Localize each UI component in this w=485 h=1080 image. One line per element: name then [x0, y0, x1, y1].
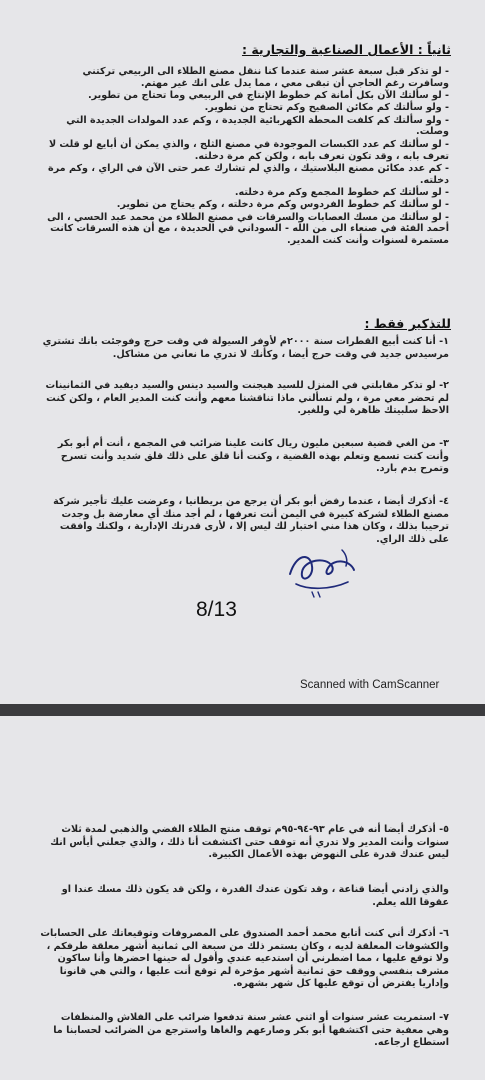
reminder-item-text: ٦- أذكرك أني كنت أتابع محمد أحمد الصندوق على المصروفات وتوقيعاتك على الحسابات والكشوفات المعلقة لديه ، وكان يستمر ذلك من سبعة الى ثمانية أشهر معلقة طرفكم ، ولا توقع عليها ، مما اضطرني أن استدعيه عندي وأقول له حينها احضرها وأنا ساكون مشرف بنفسي ووقف حق ثمانية أشهر مؤخرة لم توقع أنت عليها ، والتي هي قانونا وإداريا يفترض أن توقع عليها كل شهر بشهره. — [40, 928, 449, 989]
reminder-item-1 — [37, 336, 449, 361]
page-divider — [0, 704, 485, 716]
reminder-item-text: ٢- لو تذكر مقابلتي في المنزل للسيد هيجنت والسيد دينس والسيد ديفيد في الثمانينات لم تحضر معي مرة ، ولم تسألني ماذا تناقشنا معهم وأنت كنت المدير العام ، ولكن كنت الاحظ سلبيتك ظاهرة لي وللغير. — [45, 380, 449, 416]
reminder-item-text: ٤- أذكرك أيضا ، عندما رفض أبو بكر أن يرجع من بريطانيا ، وعرضت عليك تأجير شركة مصنع الطلاء لشركة كبيرة في اليمن أنت تعرفها ، لم أجد منك أي معارضة بل وجدت ترحيبا بذلك ، وكان هذا مني اختبار لك ليس إلا ، لأرى قدرتك الإدارية ، ولكنك وافقت على ذلك الراي. — [53, 496, 449, 545]
reminder-item-text: ٣- من الغي قضية سبعين مليون ريال كانت علينا ضرائب في المجمع ، أنت أم أبو بكر وأنت كنت تسمع وتعلم بهذه القضية ، وكنت أنا قلق على ذلك قلق شديد وأنت تسرح وتمرح بدم بارد. — [57, 438, 449, 474]
reminder-heading: للتذكير فقط : — [364, 316, 451, 331]
section-two-item: - لو سألتك كم خطوط الفردوس وكم مرة دخلته ، وكم يحتاج من تطوير. — [116, 199, 449, 211]
reminder-item-text: ٧- استمريت عشر سنوات أو اثني عشر سنة تدفعوا ضرائب على الفلاش والمنظفات وهي معفية حتى اكتشفها أبو بكر وصارعهم والغاها واسترجع من الضرائب لحسابنا ما استطاع ارجاعه. — [53, 1012, 449, 1048]
reminder-item-6 — [37, 928, 449, 991]
signature-icon — [282, 544, 362, 602]
section-two-heading: ثانياً : الأعمال الصناعية والتجارية : — [241, 42, 451, 57]
reminder-note — [37, 884, 449, 909]
reminder-item-7 — [37, 1012, 449, 1050]
reminder-item-text: والذي زادني أيضا قناعة ، وقد تكون عندك القدرة ، ولكن قد يكون ذلك مسك عندا او عقوقا الله يعلم. — [61, 884, 449, 908]
page-number: 8/13 — [196, 598, 237, 621]
scanner-watermark: Scanned with CamScanner — [300, 679, 440, 691]
reminder-item-text: ٥- أذكرك أيضا أنه في عام ٩٣-٩٤-٩٥م توقف منتج الطلاء الفضي والذهبي لمدة ثلاث سنوات وأنت المدير ولا تدري أنه توقف حتى اكتشفت أنا ذلك ، والذي جعلني أيأس انك ليس عندك قدرة على النهوض بهذه الأعمال الكبيرة. — [50, 824, 449, 860]
reminder-item-3 — [37, 438, 449, 476]
section-two-item: - ولو سألتك كم كلفت المحطة الكهربائية الجديدة ، وكم عدد المولدات الجديدة التي وصلت. — [66, 114, 449, 138]
section-two-item: - لو سألتك الآن بكل أمانة كم خطوط الإنتاج في الربيعي وما تحتاج من تطوير. — [88, 90, 449, 102]
reminder-item-2 — [37, 380, 449, 418]
section-two-item: - ولو سألتك كم مكائن الصفيح وكم تحتاج من تطوير. — [204, 102, 449, 114]
section-two-item: - لو سألتك كم عدد الكبسات الموجودة في مصنع الثلج ، والذي يمكن أن أبايع لو قلت لا تعرف بابه ، وقد تكون تعرف بابه ، ولكن كم مرة دخلته. — [48, 138, 449, 162]
section-two-item: - كم عدد مكائن مصنع البلاستيك ، والذي لم تشارك عمر حتى الآن في الراي ، وكم مرة دخلته. — [48, 162, 449, 186]
scanned-page-bottom — [0, 716, 485, 1080]
section-two-item: - لو تذكر قبل سبعة عشر سنة عندما كنا ننقل مصنع الطلاء الى الربيعي تركتني وسافرت رغم الحاجي أن تبقى معي ، مما يدل على انك غير مهتم. — [82, 66, 449, 89]
section-two-item: - لو سألتك من مسك العصابات والسرقات في مصنع الطلاء من محمد عبد الحسي ، الى أحمد الفئة في صنعاء الى من الله - السوداني في الحديدة ، مع أن هذه السرقات كانت مستمرة لسنوات وأنت كنت المدير. — [47, 211, 449, 247]
section-two-list — [41, 66, 449, 247]
reminder-item-4 — [37, 496, 449, 546]
section-two-item: - لو سألتك كم خطوط المجمع وكم مرة دخلته. — [234, 186, 449, 198]
reminder-item-text: ١- أنا كنت أبيع القطرات سنة ٢٠٠٠م لأوفر السيولة في وقت حرج وفوجئت بانك تشتري مرسيدس جديد في وقت حرج أيضا ، وكأنك لا تدري ما نعاني من مشاكل. — [42, 336, 449, 360]
reminder-item-5 — [37, 824, 449, 862]
